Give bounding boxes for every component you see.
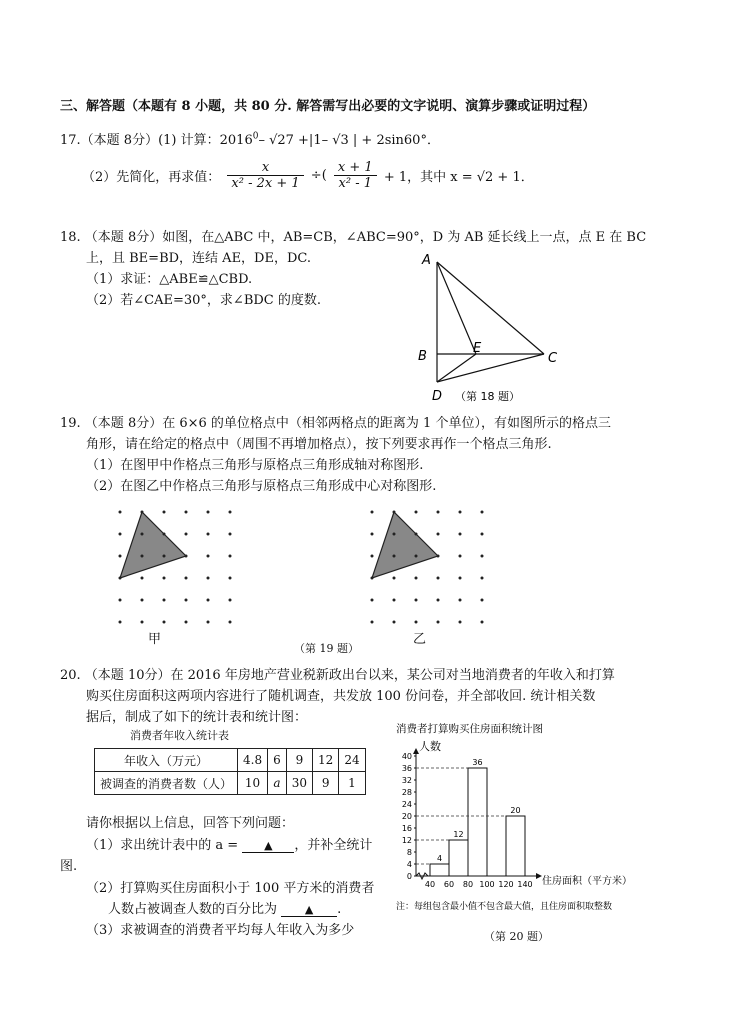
y-tick-label: 16 (401, 824, 412, 833)
income-table (94, 748, 366, 795)
table-cell: 年收入（万元） (95, 749, 238, 772)
grid-dot (459, 621, 462, 624)
q20-caption: （第 20 题） (484, 930, 549, 943)
histogram-bar (468, 768, 487, 876)
q17-exponent: 0 (252, 131, 259, 142)
grid-dot (481, 599, 484, 602)
q17-line1-rest: – √27 +|1– √3 | + 2sin60°． (258, 133, 440, 148)
q20-line3: 据后，制成了如下的统计表和统计图： (86, 710, 308, 725)
grid-dot (163, 621, 166, 624)
y-tick-label: 8 (406, 848, 412, 857)
grid-dot (141, 511, 144, 514)
label-E: E (473, 341, 482, 356)
grid-dot (119, 599, 122, 602)
table-cell: 24 (339, 749, 365, 772)
table-cell: 30 (286, 772, 312, 795)
line-DC (437, 354, 544, 382)
bar-value-label: 4 (436, 854, 443, 863)
q17-line2-prefix: （2）先简化，再求值： (82, 170, 221, 185)
grid-dot (229, 533, 232, 536)
q17-line1 (60, 129, 440, 148)
label-jia: 甲 (148, 632, 162, 647)
grid-dot (141, 621, 144, 624)
grid-dot (459, 511, 462, 514)
y-tick-label: 4 (406, 860, 412, 869)
grid-dot (481, 555, 484, 558)
grid-dot (437, 555, 440, 558)
grid-dot (415, 599, 418, 602)
grid-dot (207, 555, 210, 558)
lattice-triangle (120, 512, 186, 578)
q17-line2 (82, 160, 534, 191)
q18-line1: 18. （本题 8分）如图，在△ABC 中，AB=CB，∠ABC=90°，D 为 AB 延长线上一点，点 E 在 BC (60, 230, 647, 245)
chart-title: 消费者打算购买住房面积统计图 (396, 723, 543, 735)
x-tick-label: 140 (517, 880, 533, 889)
grid-dot (207, 533, 210, 536)
grid-dot (481, 533, 484, 536)
table-cell: 9 (313, 772, 339, 795)
grid-dot (119, 533, 122, 536)
grid-dot (185, 599, 188, 602)
answer-blank-a[interactable] (242, 839, 294, 853)
grid-dot (141, 599, 144, 602)
x-tick-label: 120 (498, 880, 514, 889)
q17-line2-suffix: + 1，其中 x = √2 + 1． (383, 170, 534, 185)
blank-triangle-icon: ▲ (264, 839, 273, 852)
q18-caption: （第 18 题） (455, 390, 520, 403)
q19-line4: （2）在图乙中作格点三角形与原格点三角形成中心对称图形. (86, 479, 437, 494)
chart-note: 注：每组包含最小值不包含最大值，且住房面积取整数 (396, 902, 613, 912)
grid-dot (185, 533, 188, 536)
grid-dot (207, 621, 210, 624)
grid-dot (481, 511, 484, 514)
grid-dot (393, 555, 396, 558)
y-tick-label: 28 (401, 788, 412, 797)
table-cell: a (268, 772, 287, 795)
grid-dot (371, 599, 374, 602)
q18-line2: 上，且 BE=BD，连结 AE，DE，DC. (86, 251, 312, 266)
grid-dot (163, 511, 166, 514)
grid-dot (185, 555, 188, 558)
grid-dot (459, 599, 462, 602)
table-cell: 1 (339, 772, 365, 795)
grid-dot (415, 621, 418, 624)
histogram-bar (430, 864, 449, 876)
grid-dot (481, 577, 484, 580)
grid-jia (110, 502, 240, 627)
q17-frac1-num: x (227, 160, 303, 176)
line-DE (437, 354, 476, 382)
table-cell: 6 (268, 749, 287, 772)
label-A: A (422, 253, 431, 268)
bar-value-label: 12 (453, 830, 464, 839)
grid-dot (415, 511, 418, 514)
q20-p1a: （1）求出统计表中的 a = (86, 838, 239, 853)
grid-dot (415, 555, 418, 558)
grid-dot (207, 511, 210, 514)
y-tick-label: 40 (401, 752, 412, 761)
q19-line2: 角形，请在给定的格点中（周围不再增加格点），按下列要求再作一个格点三角形. (86, 437, 552, 452)
table-cell: 10 (238, 772, 268, 795)
grid-dot (163, 599, 166, 602)
grid-dot (119, 555, 122, 558)
q20-p3: （3）求被调查的消费者平均每人年收入为多少 (86, 923, 355, 938)
grid-dot (207, 599, 210, 602)
q20-part2b: 人数占被调查人数的百分比为 ▲ . (108, 902, 342, 917)
grid-dot (229, 555, 232, 558)
histogram-bar (506, 816, 525, 876)
grid-dot (393, 511, 396, 514)
q20-p1b: ，并补全统计 (294, 838, 373, 853)
grid-dot (481, 621, 484, 624)
section-header: 三、解答题（本题有 8 小题，共 80 分. 解答需写出必要的文字说明、演算步骤或证明过程） (60, 99, 596, 114)
table-cell: 4.8 (238, 749, 268, 772)
q17-fraction-1 (227, 160, 303, 191)
x-tick-label: 80 (462, 880, 474, 889)
grid-dot (371, 621, 374, 624)
grid-dot (119, 511, 122, 514)
q17-frac2-num: x + 1 (334, 160, 377, 176)
y-tick-label: 0 (406, 872, 412, 881)
grid-dot (141, 555, 144, 558)
q18-line3: （1）求证：△ABE≌△CBD. (86, 272, 253, 287)
x-tick-label: 100 (479, 880, 495, 889)
grid-dot (163, 555, 166, 558)
grid-dot (459, 555, 462, 558)
q18-triangle-figure (410, 250, 590, 410)
table-row (95, 772, 366, 795)
table-cell: 12 (313, 749, 339, 772)
grid-dot (141, 533, 144, 536)
grid-dot (393, 621, 396, 624)
q19-line3: （1）在图甲中作格点三角形与原格点三角形成轴对称图形. (86, 458, 424, 473)
grid-dot (163, 533, 166, 536)
grid-dot (371, 511, 374, 514)
q20-line1: 20. （本题 10分）在 2016 年房地产营业税新政出台以来，某公司对当地消费者的年收入和打算 (60, 668, 615, 683)
lattice-triangle (372, 512, 438, 578)
q20-line2: 购买住房面积这两项内容进行了随机调查，共发放 100 份问卷，并全部收回. 统计相关数 (86, 689, 596, 704)
q20-part1 (86, 834, 372, 853)
blank-triangle-icon: ▲ (304, 903, 314, 916)
q17-frac1-den: x² - 2x + 1 (231, 176, 300, 191)
y-tick-label: 24 (401, 800, 412, 809)
grid-dot (393, 577, 396, 580)
grid-dot (459, 533, 462, 536)
y-tick-label: 32 (401, 776, 412, 785)
table-row (95, 749, 366, 772)
bar-value-label: 20 (510, 806, 521, 815)
q20-p2a: （2）打算购买住房面积小于 100 平方米的消费者 (86, 881, 375, 896)
grid-dot (459, 577, 462, 580)
grid-dot (437, 533, 440, 536)
y-tick-label: 36 (401, 764, 412, 773)
chart-xlabel: 住房面积（平方米） (542, 876, 632, 887)
grid-dot (393, 533, 396, 536)
chart-ylabel: 人数 (419, 740, 441, 753)
y-tick-label: 12 (401, 836, 412, 845)
grid-dot (393, 599, 396, 602)
table-cell: 9 (286, 749, 312, 772)
grid-dot (371, 533, 374, 536)
grid-dot (371, 577, 374, 580)
label-C: C (548, 351, 558, 366)
table-cell: 被调查的消费者数（人） (95, 772, 238, 795)
grid-dot (437, 599, 440, 602)
histogram-bar (449, 840, 468, 876)
grid-dot (163, 577, 166, 580)
grid-dot (141, 577, 144, 580)
q17-line1-prefix: 17.（本题 8分）(1) 计算：2016 (60, 133, 253, 148)
grid-dot (229, 577, 232, 580)
q18-line4: （2）若∠CAE=30°，求∠BDC 的度数. (86, 293, 322, 308)
grid-dot (437, 621, 440, 624)
grid-dot (185, 577, 188, 580)
q20-p1c: 图. (60, 859, 78, 874)
grid-dot (119, 577, 122, 580)
grid-dot (229, 511, 232, 514)
y-tick-label: 20 (401, 812, 412, 821)
grid-yi (362, 502, 492, 627)
table-title: 消费者年收入统计表 (130, 729, 229, 742)
q20-p2b: 人数占被调查人数的百分比为 (108, 902, 278, 917)
x-tick-label: 40 (424, 880, 436, 889)
grid-dot (229, 621, 232, 624)
line-AE (437, 262, 476, 354)
q20-ask: 请你根据以上信息，回答下列问题： (86, 816, 295, 831)
label-B: B (418, 349, 427, 364)
grid-dot (437, 511, 440, 514)
grid-dot (437, 577, 440, 580)
q17-frac2-den: x² - 1 (338, 176, 373, 191)
x-tick-label: 60 (443, 880, 455, 889)
label-D: D (432, 389, 443, 404)
grid-dot (415, 577, 418, 580)
grid-dot (371, 555, 374, 558)
grid-dot (185, 621, 188, 624)
grid-dot (207, 577, 210, 580)
housing-area-chart (390, 718, 640, 918)
grid-dot (185, 511, 188, 514)
q19-line1: 19. （本题 8分）在 6×6 的单位格点中（相邻两格点的距离为 1 个单位），有如图所示的格点三 (60, 416, 611, 431)
q19-caption: （第 19 题） (294, 642, 359, 655)
bar-value-label: 36 (472, 758, 483, 767)
q17-divide-sign: ÷( (310, 168, 327, 183)
grid-dot (229, 599, 232, 602)
grid-dot (119, 621, 122, 624)
q17-fraction-2 (334, 160, 377, 191)
grid-dot (415, 533, 418, 536)
answer-blank-percent[interactable] (281, 903, 337, 917)
line-AC (437, 262, 544, 354)
label-yi: 乙 (413, 632, 427, 647)
